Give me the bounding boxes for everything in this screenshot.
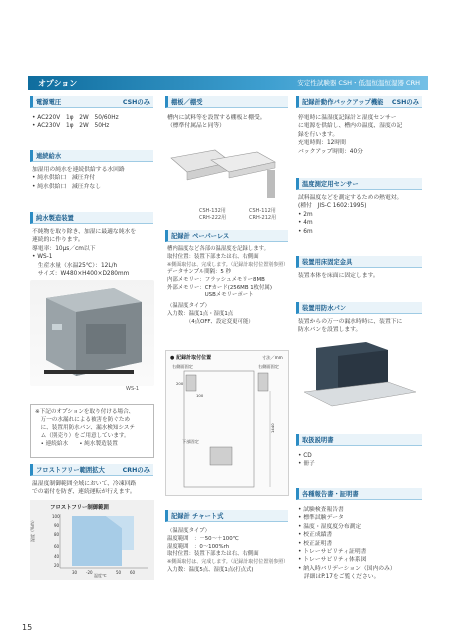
text-line: • 校正証明書 xyxy=(298,540,333,547)
options-title: オプション xyxy=(38,79,78,88)
text-line: 録を行います。 xyxy=(298,131,339,138)
y-tick: 80 xyxy=(54,532,60,537)
section-title: 連続給水 xyxy=(36,153,62,160)
section-title: 装置用床固定金具 xyxy=(302,259,353,266)
x-tick: 50 xyxy=(116,570,122,575)
text-line: • AC230V 1φ 2W 50Hz xyxy=(32,123,110,130)
section-water xyxy=(30,150,153,162)
section-temp-sensor xyxy=(296,178,422,190)
product-line-title: 安定性試験器 CSH・低温恒温恒湿器 CRH xyxy=(297,79,420,87)
section-title: 純水製造装置 xyxy=(36,215,74,222)
caption-line: CSH-132用 xyxy=(199,208,226,214)
text-line: 槽内温度など各部の温湿度を記録します。 xyxy=(167,246,269,252)
shelf-caption-left xyxy=(199,208,226,221)
text-line: データサンプル間隔：5 秒 xyxy=(167,268,231,275)
recorder-diagram xyxy=(166,351,290,497)
text-line: • 納入時バリデーション（国内のみ） xyxy=(298,565,396,572)
text-line: 温湿度制御範囲全域において、冷凍回路 xyxy=(32,481,137,487)
column-left xyxy=(30,96,155,616)
manual-text xyxy=(298,452,420,469)
x-tick: 60 xyxy=(130,570,136,575)
text-line: バックアップ時間：40分 xyxy=(298,148,363,155)
text-line: サイズ：W480×H400×D280mm xyxy=(32,270,130,277)
section-tag: CSHのみ xyxy=(122,99,150,106)
text-line: 万一の水漏れによる被害を防ぐため xyxy=(35,417,131,424)
text-line: • 6m xyxy=(298,228,313,235)
section-title: 装置用防水パン xyxy=(302,305,347,312)
frost-text xyxy=(32,480,154,497)
section-manual xyxy=(296,434,422,446)
section-title: 棚板／棚受 xyxy=(171,99,203,106)
shelf-image xyxy=(165,140,289,208)
text-line: 湿度範囲 ：0～100%rh xyxy=(167,543,230,550)
text-line: 入力数：温度5点、湿度1点(打点式) xyxy=(167,566,254,573)
chart-recorder-text xyxy=(167,528,289,574)
drain-pan-photo xyxy=(296,340,422,410)
recorder-box-lower xyxy=(210,447,232,465)
text-line: 防水パンを設置します。 xyxy=(298,327,362,334)
column-middle xyxy=(165,96,291,616)
text-line: （標準付属品と同等） xyxy=(167,123,225,130)
text-line: 取付位置：装置下部または右、右側面 xyxy=(167,551,259,558)
y-tick: 20 xyxy=(54,563,60,568)
dimension: 1440 xyxy=(270,423,275,433)
recorder-position-diagram xyxy=(165,350,289,496)
text-line: （温湿度タイプ） xyxy=(167,528,210,534)
text-line: • 4m xyxy=(298,220,313,227)
diagram-unit: 寸法／mm xyxy=(262,355,283,360)
section-drain-pan xyxy=(296,302,422,314)
text-line: • 純水供給口 減圧弁なし xyxy=(32,183,102,190)
text-line: 装置本体を床面に固定します。 xyxy=(298,273,379,279)
ws1-caption: WS-1 xyxy=(126,386,140,392)
backup-text xyxy=(298,114,420,156)
text-line: 不純物を取り除き、加湿に最適な純水を xyxy=(32,229,137,235)
text-line: (種付 JIS-C 1602:1995) xyxy=(298,203,367,210)
waterproof-note xyxy=(30,404,154,458)
text-line: 取付位置：装置下部または右、右側面 xyxy=(167,253,259,260)
section-floor-bracket xyxy=(296,256,422,268)
text-line: ※側面取付は、完成します。（記録計取付位置別参照） xyxy=(167,559,289,566)
section-title: 各種報告書・証明書 xyxy=(302,491,359,498)
y-tick: 100 xyxy=(52,514,60,519)
diagram-lower-label: 下部固定 xyxy=(182,439,199,444)
section-power xyxy=(30,96,153,108)
section-title: 記録計 チャート式 xyxy=(171,513,224,520)
text-line: • トレーサビリティ体系図 xyxy=(298,557,367,564)
section-title: 記録計 ペーパーレス xyxy=(171,233,230,240)
text-line: 詳細はP.17をご覧ください。 xyxy=(298,574,380,581)
text-line: • 校正成績書 xyxy=(298,532,333,539)
section-title: 記録計動作バックアップ機能 xyxy=(302,99,384,106)
pan-text xyxy=(298,318,420,335)
section-chart-recorder xyxy=(165,510,288,522)
dimension: 100 xyxy=(196,393,204,398)
text-line: • 試験検査報告書 xyxy=(298,507,344,513)
text-line: 生産水量（水温25℃）：12L/h xyxy=(32,262,118,269)
dimension: 200 xyxy=(176,381,184,386)
text-line: • 温度・湿度度分布測定 xyxy=(298,523,362,530)
floor-text xyxy=(298,272,420,280)
caption-line: CSH-112用 xyxy=(249,208,276,214)
text-line: 入力数：温度1点・湿度1点 xyxy=(167,311,234,318)
section-frost-free xyxy=(30,464,153,476)
text-line: （温湿度タイプ） xyxy=(167,303,210,310)
text-line: に電源を供給し、槽内の温度、湿度の記 xyxy=(298,123,403,130)
section-shelf xyxy=(165,96,288,108)
recorder-box-left xyxy=(186,375,196,391)
frost-chart xyxy=(30,500,154,580)
section-pure-water xyxy=(30,212,153,224)
section-reports xyxy=(296,488,422,500)
frost-free-area xyxy=(72,516,122,566)
text-line: での霜付を防ぎ、連続運転が行えます。 xyxy=(32,489,136,496)
pure-water-text xyxy=(32,228,154,278)
text-line: • 連続給水 • 純水製造装置 xyxy=(35,441,118,448)
column-right xyxy=(296,96,424,616)
text-line: • 冊子 xyxy=(298,461,315,468)
text-line: • トレーサビリティ証明書 xyxy=(298,548,367,555)
text-line: 試料温度などを測定するための熱電対。 xyxy=(298,195,403,201)
chart-ylabel: 湿度（%rh） xyxy=(30,518,35,542)
section-title: 温度測定用センサー xyxy=(302,181,359,188)
text-line: 連続的に作ります。 xyxy=(32,237,84,244)
text-line: 内部メモリー：フラッシュメモリー8MB xyxy=(167,276,265,283)
text-line: ※下記のオプションを取り付ける場合、 xyxy=(35,409,135,415)
text-line: （4点OFF、設定変更可能） xyxy=(167,318,254,325)
section-tag: CRHのみ xyxy=(122,467,150,474)
chart-xlabel: 温度℃ xyxy=(94,573,107,578)
text-line: • CD xyxy=(298,453,312,459)
text-line: ※側面取付は、完成します。（記録計取付位置別参照） xyxy=(167,261,289,268)
shelf-text xyxy=(167,114,289,131)
text-line: USBメモリーポート xyxy=(167,292,254,299)
shelf-caption-right xyxy=(249,208,276,221)
water-text xyxy=(32,166,154,191)
chart-y-ticks xyxy=(52,514,60,568)
x-tick: -20 xyxy=(86,570,93,575)
section-title: フロストフリー範囲拡大 xyxy=(36,467,105,474)
section-title: 取扱説明書 xyxy=(302,437,334,444)
text-line: 加湿用の純水を連続供給する水回路 xyxy=(32,167,125,173)
section-tag: CSHのみ xyxy=(391,99,419,106)
text-line: 槽内に試料等を設置する棚板と棚受。 xyxy=(167,115,266,121)
text-line: 外部メモリー：CFカード(256MB 1枚付属) xyxy=(167,284,272,291)
text-line: • WS-1 xyxy=(32,254,53,261)
shelf-illustration xyxy=(165,140,289,208)
text-line: • 純水供給口 減圧弁付 xyxy=(32,175,96,182)
chart-title: フロストフリー制御範囲 xyxy=(50,505,109,511)
text-line: • AC220V 1φ 2W 50/60Hz xyxy=(32,115,119,121)
text-line: 充電時間：12時間 xyxy=(298,140,346,147)
ws1-photo xyxy=(30,280,154,386)
diagram-title: ● 記録計取付位置 xyxy=(170,355,212,361)
section-backup xyxy=(296,96,422,108)
ws1-unit-image xyxy=(30,280,154,386)
recorder-box-right xyxy=(258,373,268,391)
section-title: 電源電圧 xyxy=(36,99,62,106)
text-line: • 2m xyxy=(298,211,313,218)
diagram-right-label: 右側面固定 xyxy=(258,364,279,369)
options-header-bar xyxy=(28,76,428,90)
power-text xyxy=(32,114,154,131)
sensor-text xyxy=(298,194,420,236)
text-line: 装置からの万一の漏水時時に、装置下に xyxy=(298,319,403,325)
text-line: 温度範囲 ：－50～＋100℃ xyxy=(167,535,239,542)
page-number: 15 xyxy=(22,623,33,632)
y-tick: 90 xyxy=(54,523,60,528)
y-tick: 60 xyxy=(54,544,60,549)
paperless-text xyxy=(167,246,289,327)
text-line: に、装置用防水パン、漏水検知システ xyxy=(35,425,135,432)
diagram-left-label: 右側面固定 xyxy=(172,364,193,369)
drain-pan-image xyxy=(296,340,422,410)
text-line: ム（別売り）をご用意しています。 xyxy=(35,433,130,440)
caption-line: CRH-222用 xyxy=(199,214,227,221)
frost-chart-panel xyxy=(30,500,154,580)
section-paperless-recorder xyxy=(165,230,288,242)
reports-text xyxy=(298,506,420,582)
caption-line: CRH-212用 xyxy=(249,214,277,221)
text-line: 停電時に温湿度記録計と湿度センサー xyxy=(298,115,397,121)
text-line: 導電率：10μs／cm以下 xyxy=(32,245,96,252)
x-tick: 30 xyxy=(72,570,78,575)
text-line: • 標準試験データ xyxy=(298,515,344,522)
y-tick: 40 xyxy=(54,554,60,559)
